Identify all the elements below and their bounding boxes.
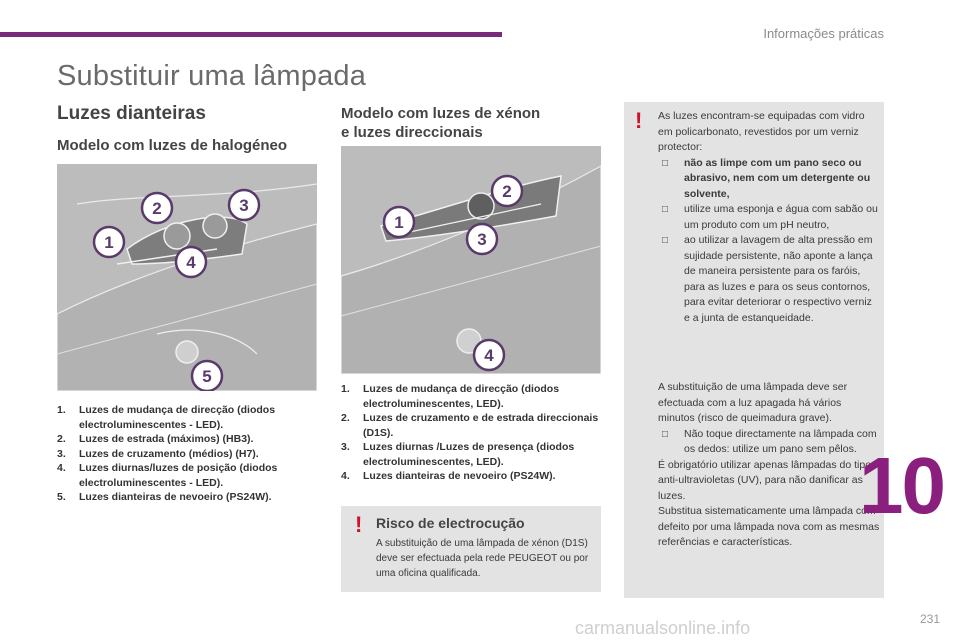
square-bullet-icon: □ (662, 157, 669, 169)
chapter-number: 10 (859, 441, 944, 530)
legend-item: 1. Luzes de mudança de direcção (diodos electroluminescentes, LED). (341, 383, 560, 410)
exclamation-icon: ! (355, 512, 363, 537)
legend-item: 3. Luzes diurnas /Luzes de presença (diodos electroluminescentes, LED). (341, 441, 575, 468)
svg-text:4: 4 (186, 253, 196, 272)
callout-4 (176, 247, 206, 277)
square-bullet-icon: □ (662, 204, 669, 215)
section-title: Informações práticas (763, 26, 884, 41)
intro-text: As luzes encontram-se equipadas com vidro em policarbonato, revestidos por um verniz protector: (658, 110, 865, 153)
precautions-content (658, 109, 880, 326)
note-list (658, 427, 880, 458)
note-paragraph: A substituição de uma lâmpada deve ser efectuada com a luz apagada há vários minutos (risco de queimadura grave). (658, 381, 848, 424)
halogen-subheading: Modelo com luzes de halogéneo (57, 137, 288, 154)
callout-5 (192, 361, 222, 391)
list-item: □ não as limpe com um pano seco ou abrasivo, nem com um detergente ou solvente, (662, 156, 871, 200)
legend-item: 2. Luzes de cruzamento e de estrada direccionais (D1S). (341, 412, 599, 439)
section-heading: Luzes dianteiras (57, 103, 206, 124)
precaution-list (658, 156, 880, 327)
halogen-legend (57, 403, 312, 505)
xenon-heading: Modelo com luzes de xénon e luzes direccionais (341, 105, 541, 141)
header-bar (0, 32, 502, 37)
svg-text:2: 2 (502, 182, 512, 201)
risk-title: Risco de electrocução (376, 515, 525, 531)
xenon-headlight-illustration (341, 146, 601, 374)
svg-text:4: 4 (484, 346, 494, 365)
svg-text:2: 2 (152, 199, 162, 218)
replacement-notes (658, 380, 880, 551)
halogen-headlight-illustration (57, 164, 317, 391)
svg-text:3: 3 (239, 196, 249, 215)
callout-3 (467, 224, 497, 254)
legend-item: 3. Luzes de cruzamento (médios) (H7). (57, 447, 259, 460)
list-item: □ ao utilizar a lavagem de alta pressão em sujidade persistente, não aponte a lança de maneira persistente para os faróis, para as luzes e para os seus contornos, para evitar deteriorar o respectivo verniz e a junta de estanqueidade. (662, 234, 873, 324)
watermark: carmanualsonline.info (575, 618, 751, 638)
callout-1 (94, 227, 124, 257)
risk-text: A substituição de uma lâmpada de xénon (D1S) deve ser efectuada pela rede PEUGEOT ou por uma oficina qualificada. (376, 538, 589, 579)
legend-item: 5. Luzes dianteiras de nevoeiro (PS24W). (57, 491, 272, 503)
legend-item: 4. Luzes diurnas/luzes de posição (diodos electroluminescentes - LED). (57, 462, 278, 489)
svg-text:5: 5 (202, 367, 212, 386)
square-bullet-icon: □ (662, 428, 669, 440)
note-paragraph: Substitua sistematicamente uma lâmpada com defeito por uma lâmpada nova com as mesmas referências e características. (658, 505, 880, 548)
square-bullet-icon: □ (662, 235, 669, 246)
precautions-box (624, 102, 884, 598)
svg-text:3: 3 (477, 230, 487, 249)
page-number: 231 (919, 612, 940, 626)
callout-2 (492, 176, 522, 206)
callout-3 (229, 190, 259, 220)
xenon-legend (341, 382, 599, 484)
callout-4 (474, 340, 504, 370)
list-item: □ Não toque directamente na lâmpada com os dedos: utilize um pano sem pêlos. (662, 427, 877, 455)
callout-2 (142, 193, 172, 223)
legend-item: 2. Luzes de estrada (máximos) (HB3). (57, 433, 254, 445)
electrocution-risk-box (341, 506, 601, 592)
exclamation-icon: ! (635, 108, 643, 133)
callout-1 (384, 207, 414, 237)
legend-item: 4. Luzes dianteiras de nevoeiro (PS24W). (341, 470, 556, 482)
list-item: □ utilize uma esponja e água com sabão ou um produto com um pH neutro, (662, 203, 878, 231)
svg-text:1: 1 (394, 213, 404, 232)
legend-item: 1. Luzes de mudança de direcção (diodos electroluminescentes - LED). (57, 404, 276, 431)
note-paragraph: É obrigatório utilizar apenas lâmpadas do tipo anti-ultravioletas (UV), para não danificar as luzes. (658, 458, 872, 502)
svg-text:1: 1 (104, 233, 114, 252)
page-title: Substituir uma lâmpada (57, 60, 367, 92)
